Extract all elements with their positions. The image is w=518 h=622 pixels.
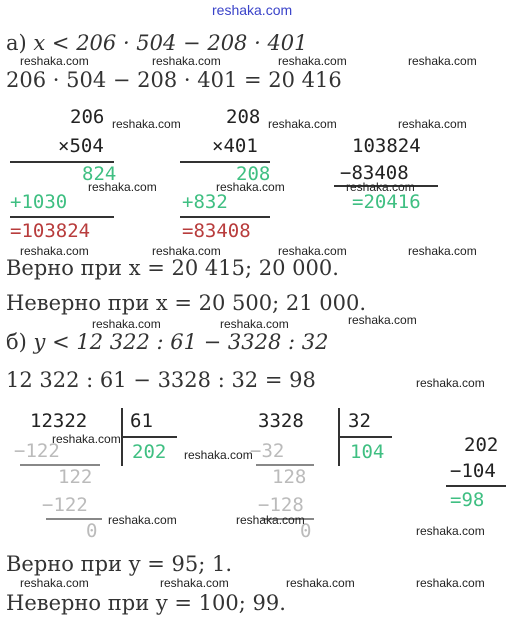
watermark: reshaka.com [346, 180, 415, 194]
watermark: reshaka.com [112, 117, 181, 131]
div2-dividend: 3328 [258, 410, 304, 432]
part-b-true-text: Верно при y = 95; 1. [6, 552, 233, 576]
watermark: reshaka.com [92, 317, 161, 331]
div1-sub-2: −122 [42, 494, 88, 516]
div2-divisor-line [338, 436, 392, 438]
watermark: reshaka.com [416, 576, 485, 590]
mult2-partial-1: 208 [236, 163, 271, 185]
div1-sub-1: −122 [14, 440, 60, 462]
watermark: reshaka.com [416, 524, 485, 538]
watermark: reshaka.com [152, 54, 221, 68]
watermark: reshaka.com [416, 376, 485, 390]
sub-a-subtrahend: −83408 [340, 162, 409, 184]
watermark: reshaka.com [20, 576, 89, 590]
sub-b-line [446, 485, 506, 487]
watermark: reshaka.com [278, 54, 347, 68]
watermark: reshaka.com [220, 317, 289, 331]
watermark-top: reshaka.com [212, 2, 293, 18]
part-b-false-text: Неверно при y = 100; 99. [6, 591, 286, 615]
watermark: reshaka.com [286, 576, 355, 590]
part-b-expression: 12 322 : 61 − 3328 : 32 = 98 [6, 368, 316, 392]
watermark: reshaka.com [88, 180, 157, 194]
sub-b-result: =98 [450, 489, 485, 511]
mult2-result: =83408 [182, 220, 251, 242]
watermark: reshaka.com [408, 54, 477, 68]
watermark: reshaka.com [278, 244, 347, 258]
part-a-true-text: Верно при x = 20 415; 20 000. [6, 256, 339, 280]
mult1-factor-b: ×504 [58, 135, 104, 157]
div2-divisor: 32 [348, 410, 371, 432]
sub-a-minuend: 103824 [352, 135, 421, 157]
div1-remainder-1: 122 [58, 466, 93, 488]
watermark: reshaka.com [348, 313, 417, 327]
part-b-condition: y < 12 322 : 61 − 3328 : 32 [33, 330, 329, 354]
div2-sub-1: −32 [250, 440, 285, 462]
div1-dividend: 12322 [30, 410, 88, 432]
mult1-factor-a: 206 [70, 106, 105, 128]
div1-remainder: 0 [86, 520, 98, 542]
sub-b-minuend: 202 [464, 434, 499, 456]
mult1-line-2 [10, 216, 114, 218]
sub-b-subtrahend: −104 [450, 460, 496, 482]
part-b-condition-line [6, 330, 329, 354]
part-a-label: а) [6, 31, 27, 55]
part-a-condition: x < 206 · 504 − 208 · 401 [33, 31, 308, 55]
mult2-factor-b: ×401 [212, 135, 258, 157]
mult1-result: =103824 [10, 220, 91, 242]
div2-remainder-1: 128 [272, 466, 307, 488]
mult2-line-2 [180, 216, 270, 218]
watermark: reshaka.com [236, 513, 305, 527]
watermark: reshaka.com [398, 117, 467, 131]
part-a-condition-line [6, 31, 308, 55]
sub-a-result: =20416 [352, 191, 421, 213]
watermark: reshaka.com [20, 244, 89, 258]
part-b-label: б) [6, 330, 27, 354]
part-a-false-text: Неверно при x = 20 500; 21 000. [6, 291, 367, 315]
watermark: reshaka.com [184, 448, 253, 462]
div2-quotient: 104 [350, 441, 385, 463]
watermark: reshaka.com [408, 244, 477, 258]
watermark: reshaka.com [268, 117, 337, 131]
div1-quotient: 202 [132, 441, 167, 463]
mult2-factor-a: 208 [226, 106, 261, 128]
div2-sub-2: −128 [258, 494, 304, 516]
watermark: reshaka.com [108, 513, 177, 527]
watermark: reshaka.com [52, 432, 121, 446]
part-a-expression: 206 · 504 − 208 · 401 = 20 416 [6, 68, 342, 92]
mult1-partial-1: 824 [82, 163, 117, 185]
watermark: reshaka.com [160, 576, 229, 590]
div2-remainder: 0 [300, 520, 312, 542]
watermark: reshaka.com [216, 180, 285, 194]
div1-divisor: 61 [130, 410, 153, 432]
watermark: reshaka.com [152, 244, 221, 258]
mult1-partial-2: +1030 [10, 191, 68, 213]
watermark: reshaka.com [20, 54, 89, 68]
div1-divisor-line [121, 436, 177, 438]
mult2-partial-2: +832 [182, 191, 228, 213]
